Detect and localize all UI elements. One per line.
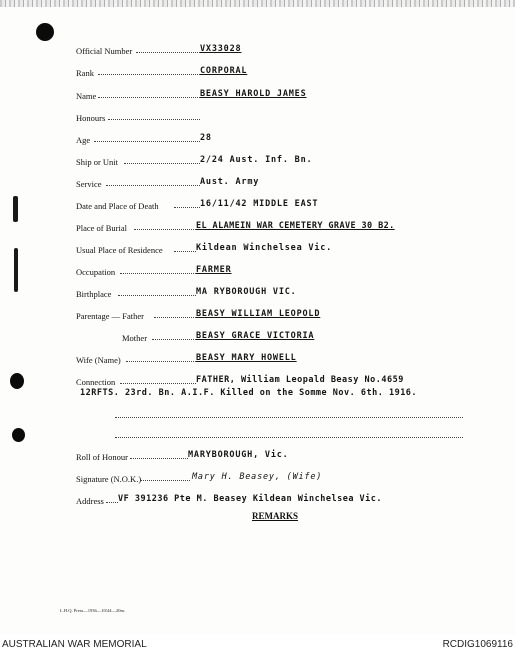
label-official-number: Official Number [76, 46, 133, 56]
footer-institution: AUSTRALIAN WAR MEMORIAL [2, 639, 147, 650]
value-connection: FATHER, William Leopald Beasy No.4659 [196, 375, 404, 385]
label-honours: Honours [76, 113, 106, 123]
field-place-of-burial [76, 221, 486, 235]
punch-hole-mid [10, 373, 24, 389]
label-roll-of-honour: Roll of Honour [76, 452, 128, 462]
label-age: Age [76, 135, 91, 145]
label-occupation: Occupation [76, 267, 116, 277]
value-name: BEASY HAROLD JAMES [200, 89, 307, 99]
field-occupation [76, 265, 476, 279]
label-address: Address [76, 496, 104, 506]
field-honours [76, 111, 476, 125]
value-date-place-death: 16/11/42 MIDDLE EAST [200, 199, 319, 209]
binding-mark-1 [13, 196, 18, 222]
value-rank: CORPORAL [200, 66, 248, 76]
punch-hole-top [36, 23, 54, 41]
archive-footer [0, 634, 515, 654]
value-roll-of-honour: MARYBOROUGH, Vic. [188, 450, 289, 460]
blank-line-2 [115, 437, 463, 438]
field-signature [76, 472, 476, 486]
field-connection-cont [80, 388, 480, 402]
label-place-of-burial: Place of Burial [76, 223, 127, 233]
label-usual-residence: Usual Place of Residence [76, 245, 163, 255]
value-address: VF 391236 Pte M. Beasey Kildean Winchelsea Vic. [118, 494, 383, 504]
value-occupation: FARMER [196, 265, 232, 275]
value-mother: BEASY GRACE VICTORIA [196, 331, 315, 341]
field-father [76, 309, 476, 323]
value-official-number: VX33028 [200, 44, 242, 54]
label-service: Service [76, 179, 102, 189]
value-connection-cont: 12RFTS. 23rd. Bn. A.I.F. Killed on the Somme Nov. 6th. 1916. [80, 388, 418, 398]
field-connection [76, 375, 476, 389]
label-ship-or-unit: Ship or Unit [76, 157, 119, 167]
label-signature: Signature (N.O.K.) [76, 474, 142, 484]
field-wife [76, 353, 476, 367]
blank-line-1 [115, 417, 463, 418]
value-place-of-burial: EL ALAMEIN WAR CEMETERY GRAVE 30 B2. [196, 221, 395, 231]
field-service [76, 177, 476, 191]
label-birthplace: Birthplace [76, 289, 112, 299]
value-birthplace: MA RYBOROUGH VIC. [196, 287, 297, 297]
value-father: BEASY WILLIAM LEOPOLD [196, 309, 321, 319]
field-ship-or-unit [76, 155, 476, 169]
footer-record-id: RCDIG1069116 [442, 639, 513, 650]
value-age: 28 [200, 133, 212, 143]
value-signature: Mary H. Beasey, (Wife) [192, 472, 323, 482]
field-roll-of-honour [76, 450, 476, 464]
label-date-place-death: Date and Place of Death [76, 201, 159, 211]
value-wife: BEASY MARY HOWELL [196, 353, 297, 363]
remarks-heading: REMARKS [252, 511, 299, 521]
field-name [76, 89, 476, 103]
value-service: Aust. Army [200, 177, 260, 187]
printer-imprint: L.H.Q. Press—1936—10/44—20m. [60, 608, 126, 613]
field-date-place-death [76, 199, 476, 213]
field-rank [76, 66, 476, 80]
field-address [76, 494, 496, 508]
field-age [76, 133, 476, 147]
field-mother [76, 331, 476, 345]
label-connection: Connection [76, 377, 116, 387]
label-wife: Wife (Name) [76, 355, 121, 365]
label-name: Name [76, 91, 97, 101]
value-ship-or-unit: 2/24 Aust. Inf. Bn. [200, 155, 313, 165]
binding-mark-2 [14, 248, 18, 292]
label-father: Parentage — Father [76, 311, 144, 321]
label-rank: Rank [76, 68, 94, 78]
field-official-number [76, 44, 476, 58]
value-usual-residence: Kildean Winchelsea Vic. [196, 243, 333, 253]
label-mother: Mother [122, 333, 148, 343]
scan-edge [0, 0, 515, 7]
field-usual-residence [76, 243, 476, 257]
field-birthplace [76, 287, 476, 301]
punch-hole-low [12, 428, 25, 442]
